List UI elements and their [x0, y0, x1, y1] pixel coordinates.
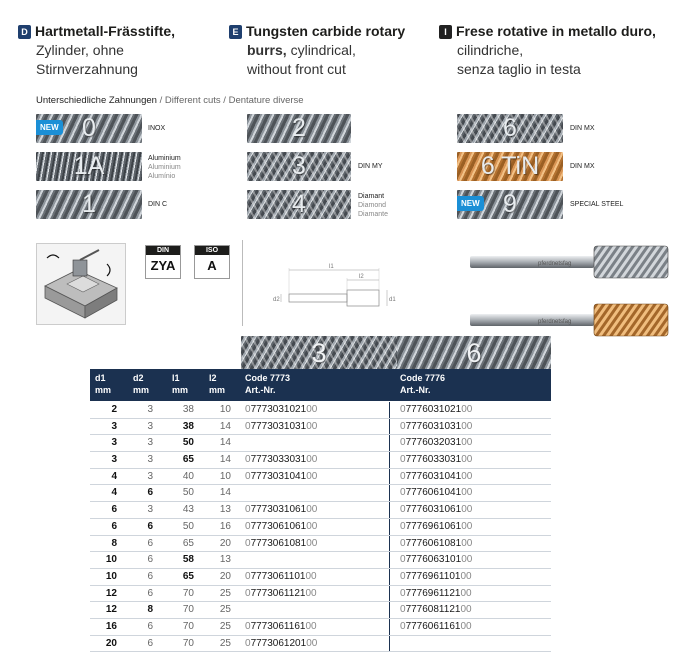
cell-l2: 14 [219, 420, 231, 432]
iso-value: A [207, 258, 217, 273]
cell-art-nr-7776 [400, 602, 472, 618]
cell-art-nr-7776 [400, 469, 472, 485]
cell-d1: 3 [111, 437, 117, 449]
header-title-en: Tungsten carbide rotary [246, 23, 406, 39]
cell-l2: 13 [219, 504, 231, 516]
cell-d2: 3 [147, 454, 153, 466]
table-row [90, 419, 551, 436]
art-nr-part: 0 [245, 587, 251, 599]
language-badge-de: D [18, 25, 31, 39]
cell-art-nr-7776 [400, 402, 472, 418]
art-nr-part: 00 [461, 404, 473, 415]
cut-label-line: DIN MY [358, 163, 383, 170]
col-d1-label: d1 [95, 373, 106, 383]
cut-swatch-3 [247, 152, 351, 181]
tool-photo-uncoated [468, 244, 672, 280]
cut-swatch-2 [247, 114, 351, 143]
cell-art-nr-7773 [245, 636, 317, 652]
col-code-7773 [245, 372, 290, 396]
header-title-it: Frese rotative in metallo duro, [456, 23, 656, 39]
table-row [90, 519, 551, 536]
art-nr-part: 00 [306, 537, 318, 549]
art-nr-part: 0 [245, 404, 251, 415]
cuts-title [36, 95, 304, 106]
col-l2-unit: mm [209, 385, 226, 395]
col-art1-label: Art.-Nr. [245, 385, 276, 395]
cell-d1: 4 [111, 487, 117, 499]
art-nr-part: 7773061201 [250, 637, 307, 649]
table-row [90, 619, 551, 636]
cut-swatch-1 [36, 190, 142, 219]
cut-label-line: INOX [148, 125, 166, 132]
cell-art-nr-7773 [245, 402, 317, 418]
art-nr-part: 0 [245, 420, 251, 432]
l1-label: l1 [329, 264, 334, 270]
cut-swatch-4 [247, 190, 351, 219]
art-nr-part: 00 [305, 570, 317, 582]
cut-label-line: Diamond [358, 202, 387, 209]
art-nr-part: 0 [400, 487, 406, 499]
art-nr-part: 00 [306, 454, 318, 466]
cell-l1: 40 [182, 470, 194, 482]
table-row [90, 552, 551, 569]
cell-d1: 20 [105, 637, 117, 649]
cell-d1: 6 [111, 520, 117, 532]
art-nr-part: 7776032031 [405, 437, 462, 449]
cell-d2: 6 [147, 587, 153, 599]
cut-number: 4 [292, 190, 306, 218]
cut-number: 2 [292, 114, 306, 142]
cell-d2: 6 [147, 554, 153, 566]
art-nr-part: 00 [461, 454, 473, 466]
cell-d1: 4 [111, 470, 117, 482]
cut-swatch-6-tin [457, 152, 563, 181]
col-d2-unit: mm [133, 385, 150, 395]
art-nr-part: 00 [460, 620, 472, 632]
art-nr-part: 0 [400, 520, 406, 532]
dimension-drawing-svg [243, 240, 403, 326]
col-d1-unit: mm [95, 385, 112, 395]
language-badge-it: I [439, 25, 452, 39]
cell-art-nr-7776 [400, 569, 472, 585]
cut-label-line: Diamant [358, 193, 385, 200]
cell-art-nr-7773 [245, 469, 317, 485]
art-nr-part: 00 [461, 554, 473, 566]
cell-art-nr-7776 [400, 452, 472, 468]
cut-label-3 [358, 162, 383, 171]
cut-number: 1A [73, 152, 105, 180]
art-nr-part: 00 [461, 437, 473, 449]
language-badge-en: E [229, 25, 242, 39]
art-nr-part: 0 [400, 404, 406, 415]
art-nr-part: 0 [245, 620, 251, 632]
cell-d2: 6 [147, 487, 153, 499]
art-nr-part: 7776081121 [405, 604, 461, 616]
art-nr-part: 0 [400, 504, 406, 516]
art-nr-part: 0 [400, 454, 406, 466]
cut-swatch-9 [457, 190, 563, 219]
cell-l1: 58 [182, 554, 194, 566]
table-row [90, 402, 551, 419]
art-nr-part: 7773031021 [250, 404, 307, 415]
iso-code-box [194, 245, 230, 279]
cell-l1: 70 [182, 604, 194, 616]
cell-l2: 10 [219, 470, 231, 482]
cell-d2: 6 [147, 570, 153, 582]
cell-l2: 16 [219, 520, 231, 532]
art-nr-part: 7773031041 [250, 470, 307, 482]
art-nr-part: 00 [461, 520, 473, 532]
art-nr-part: 0 [400, 420, 406, 432]
art-nr-part: 7773031061 [250, 504, 307, 516]
art-nr-part: 0 [400, 470, 406, 482]
cut-swatch-0 [36, 114, 142, 143]
cell-l2: 25 [219, 587, 231, 599]
col-code1-label: Code 7773 [245, 373, 291, 383]
col-art2-label: Art.-Nr. [400, 385, 431, 395]
art-nr-part: 0 [245, 454, 251, 466]
cell-l1: 50 [182, 437, 194, 449]
cell-d2: 3 [147, 404, 153, 415]
header-italian [439, 22, 656, 79]
art-nr-part: 7776961061 [405, 520, 462, 532]
art-nr-part: 00 [460, 587, 472, 599]
cell-l2: 20 [219, 537, 231, 549]
application-illustration [36, 243, 126, 325]
cut-label-1 [148, 200, 167, 209]
col-d1 [95, 372, 111, 396]
art-nr-part: 0 [400, 620, 406, 632]
art-nr-part: 7773061121 [250, 587, 306, 599]
cell-art-nr-7776 [400, 619, 472, 635]
cell-l1: 43 [182, 504, 194, 516]
table-row [90, 536, 551, 553]
table-row [90, 502, 551, 519]
d1-label: d1 [389, 297, 396, 303]
cut-label-9 [570, 200, 623, 209]
cell-d1: 10 [105, 554, 117, 566]
art-nr-part: 0 [400, 587, 406, 599]
art-nr-part: 7776031041 [405, 470, 462, 482]
cell-l2: 13 [219, 554, 231, 566]
art-nr-part: 7773061081 [250, 537, 307, 549]
art-nr-part: 0 [245, 637, 251, 649]
art-nr-part: 0 [400, 570, 406, 582]
cuts-title-de: Unterschiedliche Zahnungen [36, 95, 157, 106]
cut-label-line: SPECIAL STEEL [570, 201, 624, 208]
cell-l1: 65 [182, 454, 194, 466]
table-row [90, 569, 551, 586]
art-nr-part: 7773061101 [250, 570, 306, 582]
cut-number: 0 [82, 114, 96, 142]
art-nr-part: 00 [305, 587, 317, 599]
cell-art-nr-7773 [245, 586, 317, 602]
workpiece-image [37, 244, 125, 324]
cell-art-nr-7773 [245, 519, 317, 535]
cut-swatch-6 [457, 114, 563, 143]
cell-l1: 38 [182, 404, 194, 415]
tool-photo-tin [468, 302, 672, 338]
header-title2-en: burrs, [247, 42, 287, 58]
tool-brand-text: pferdnetsfag [538, 319, 572, 325]
cell-l1: 70 [182, 587, 194, 599]
cuts-title-rest: / Different cuts / Dentature diverse [156, 95, 304, 106]
art-nr-part: 00 [461, 504, 473, 516]
cell-art-nr-7776 [400, 552, 472, 568]
din-value: ZYA [150, 258, 176, 273]
art-nr-part: 7776061081 [405, 537, 462, 549]
art-nr-part: 00 [306, 504, 318, 516]
art-nr-part: 00 [461, 487, 473, 499]
art-nr-part: 00 [306, 404, 318, 415]
cell-l1: 50 [182, 520, 194, 532]
art-nr-part: 7776961101 [405, 570, 461, 582]
header-english [229, 22, 405, 79]
band-number: 3 [311, 338, 327, 368]
iso-label: ISO [195, 246, 229, 255]
cell-l2: 14 [219, 454, 231, 466]
cut-number: 1 [82, 190, 96, 218]
art-nr-part: 0 [245, 570, 251, 582]
cell-art-nr-7776 [400, 502, 472, 518]
cell-art-nr-7776 [400, 419, 472, 435]
table-row [90, 586, 551, 603]
cell-l1: 70 [182, 637, 194, 649]
art-nr-part: 0 [400, 604, 406, 616]
art-nr-part: 00 [306, 420, 318, 432]
art-nr-part: 0 [245, 504, 251, 516]
cell-l1: 38 [182, 420, 194, 432]
cut-label-6-tin [570, 162, 595, 171]
cell-art-nr-7776 [400, 536, 472, 552]
art-nr-part: 00 [306, 520, 318, 532]
header-sub2-en: without front cut [247, 61, 346, 77]
art-nr-part: 7773031031 [250, 420, 307, 432]
cell-art-nr-7776 [400, 519, 472, 535]
cut-label-6 [570, 124, 595, 133]
cell-l2: 14 [219, 487, 231, 499]
table-row [90, 452, 551, 469]
art-nr-part: 0 [245, 537, 251, 549]
cell-art-nr-7776 [400, 435, 472, 451]
tool-brand-text: pferdnetsfag [538, 261, 572, 267]
cut-label-1a [148, 154, 181, 181]
art-nr-part: 00 [306, 470, 318, 482]
d2-label: d2 [273, 297, 280, 303]
cell-d2: 6 [147, 537, 153, 549]
art-nr-part: 00 [460, 604, 472, 616]
din-label: DIN [146, 246, 180, 255]
cell-art-nr-7773 [245, 619, 317, 635]
cell-l2: 14 [219, 437, 231, 449]
cell-art-nr-7776 [400, 485, 472, 501]
art-nr-part: 0 [245, 520, 251, 532]
col-code2-label: Code 7776 [400, 373, 446, 383]
art-nr-part: 7776061041 [405, 487, 462, 499]
header-sub1-en: cylindrical, [286, 42, 356, 58]
table-row [90, 636, 551, 653]
cell-l1: 65 [182, 570, 194, 582]
header-sub1-it: cilindriche, [457, 42, 524, 58]
cell-d1: 12 [105, 587, 117, 599]
cut-label-line: Aluminium [148, 164, 181, 171]
col-l2 [209, 372, 225, 396]
col-l1-unit: mm [172, 385, 189, 395]
header-sub1-de: Zylinder, ohne [36, 42, 124, 58]
cell-d1: 12 [105, 604, 117, 616]
cut-label-4 [358, 192, 388, 219]
header-sub2-de: Stirnverzahnung [36, 61, 138, 77]
l2-label: l2 [359, 274, 364, 280]
cell-d2: 3 [147, 504, 153, 516]
cell-art-nr-7773 [245, 569, 317, 585]
cut-label-line: Alumínio [148, 173, 176, 180]
cell-art-nr-7773 [245, 419, 317, 435]
cut-band-6 [397, 336, 551, 369]
cell-l1: 65 [182, 537, 194, 549]
din-code-box [145, 245, 181, 279]
cell-art-nr-7773 [245, 452, 317, 468]
table-row [90, 602, 551, 619]
art-nr-part: 7776031031 [405, 420, 462, 432]
art-nr-part: 0 [245, 470, 251, 482]
art-nr-part: 0 [400, 537, 406, 549]
cell-l2: 25 [219, 620, 231, 632]
cut-label-line: DIN C [148, 201, 168, 208]
cut-label-line: Diamante [358, 211, 388, 218]
cut-label-line: Aluminium [148, 155, 181, 162]
band-number: 6 [466, 338, 482, 368]
table-row [90, 485, 551, 502]
cell-d1: 3 [111, 454, 117, 466]
header-german [18, 22, 175, 79]
cell-d2: 6 [147, 520, 153, 532]
art-nr-part: 00 [461, 420, 473, 432]
art-nr-part: 7773061061 [250, 520, 307, 532]
art-nr-part: 7776031061 [405, 504, 462, 516]
art-nr-part: 00 [460, 570, 472, 582]
new-badge: NEW [457, 196, 484, 211]
cell-l2: 25 [219, 604, 231, 616]
art-nr-part: 7773033031 [250, 454, 307, 466]
col-l1 [172, 372, 188, 396]
header-title-de: Hartmetall-Frässtifte, [35, 23, 176, 39]
table-body [90, 402, 551, 652]
cut-label-0 [148, 124, 165, 133]
cell-d2: 3 [147, 437, 153, 449]
cut-band-3 [241, 336, 397, 369]
cell-d1: 16 [105, 620, 117, 632]
cell-d1: 6 [111, 504, 117, 516]
art-nr-part: 7776061161 [405, 620, 461, 632]
art-nr-part: 0 [400, 554, 406, 566]
table-row [90, 469, 551, 486]
art-nr-part: 00 [461, 470, 473, 482]
dimension-drawing [242, 240, 402, 326]
cell-l1: 70 [182, 620, 194, 632]
cell-d2: 3 [147, 470, 153, 482]
cut-number: 6 TiN [480, 152, 540, 180]
cell-d1: 10 [105, 570, 117, 582]
cut-label-line: DIN MX [570, 163, 595, 170]
art-nr-part: 00 [306, 637, 318, 649]
cell-art-nr-7773 [245, 502, 317, 518]
cell-l2: 20 [219, 570, 231, 582]
cell-d2: 8 [147, 604, 153, 616]
art-nr-part: 7776031021 [405, 404, 462, 415]
art-nr-part: 7773061161 [250, 620, 306, 632]
table-row [90, 435, 551, 452]
cut-swatch-1a [36, 152, 142, 181]
cut-label-line: DIN MX [570, 125, 595, 132]
table-header [90, 369, 551, 401]
cell-l1: 50 [182, 487, 194, 499]
art-nr-part: 0 [400, 437, 406, 449]
col-l1-label: l1 [172, 373, 180, 383]
cell-d2: 6 [147, 637, 153, 649]
cell-art-nr-7773 [245, 536, 317, 552]
art-nr-part: 7776063101 [405, 554, 462, 566]
cut-number: 6 [503, 114, 517, 142]
cut-number: 3 [292, 152, 306, 180]
new-badge: NEW [36, 120, 63, 135]
cell-d1: 8 [111, 537, 117, 549]
cell-l2: 25 [219, 637, 231, 649]
cell-d1: 3 [111, 420, 117, 432]
art-nr-part: 00 [305, 620, 317, 632]
art-nr-part: 7776033031 [405, 454, 462, 466]
cell-l2: 10 [219, 404, 231, 415]
col-code-7776 [400, 372, 445, 396]
col-l2-label: l2 [209, 373, 217, 383]
art-nr-part: 00 [461, 537, 473, 549]
col-d2-label: d2 [133, 373, 144, 383]
cell-art-nr-7776 [400, 586, 472, 602]
art-nr-part: 7776961121 [405, 587, 461, 599]
cell-d2: 3 [147, 420, 153, 432]
cell-d2: 6 [147, 620, 153, 632]
cut-number: 9 [503, 190, 517, 218]
cell-d1: 2 [111, 404, 117, 415]
col-d2 [133, 372, 149, 396]
header-sub2-it: senza taglio in testa [457, 61, 581, 77]
